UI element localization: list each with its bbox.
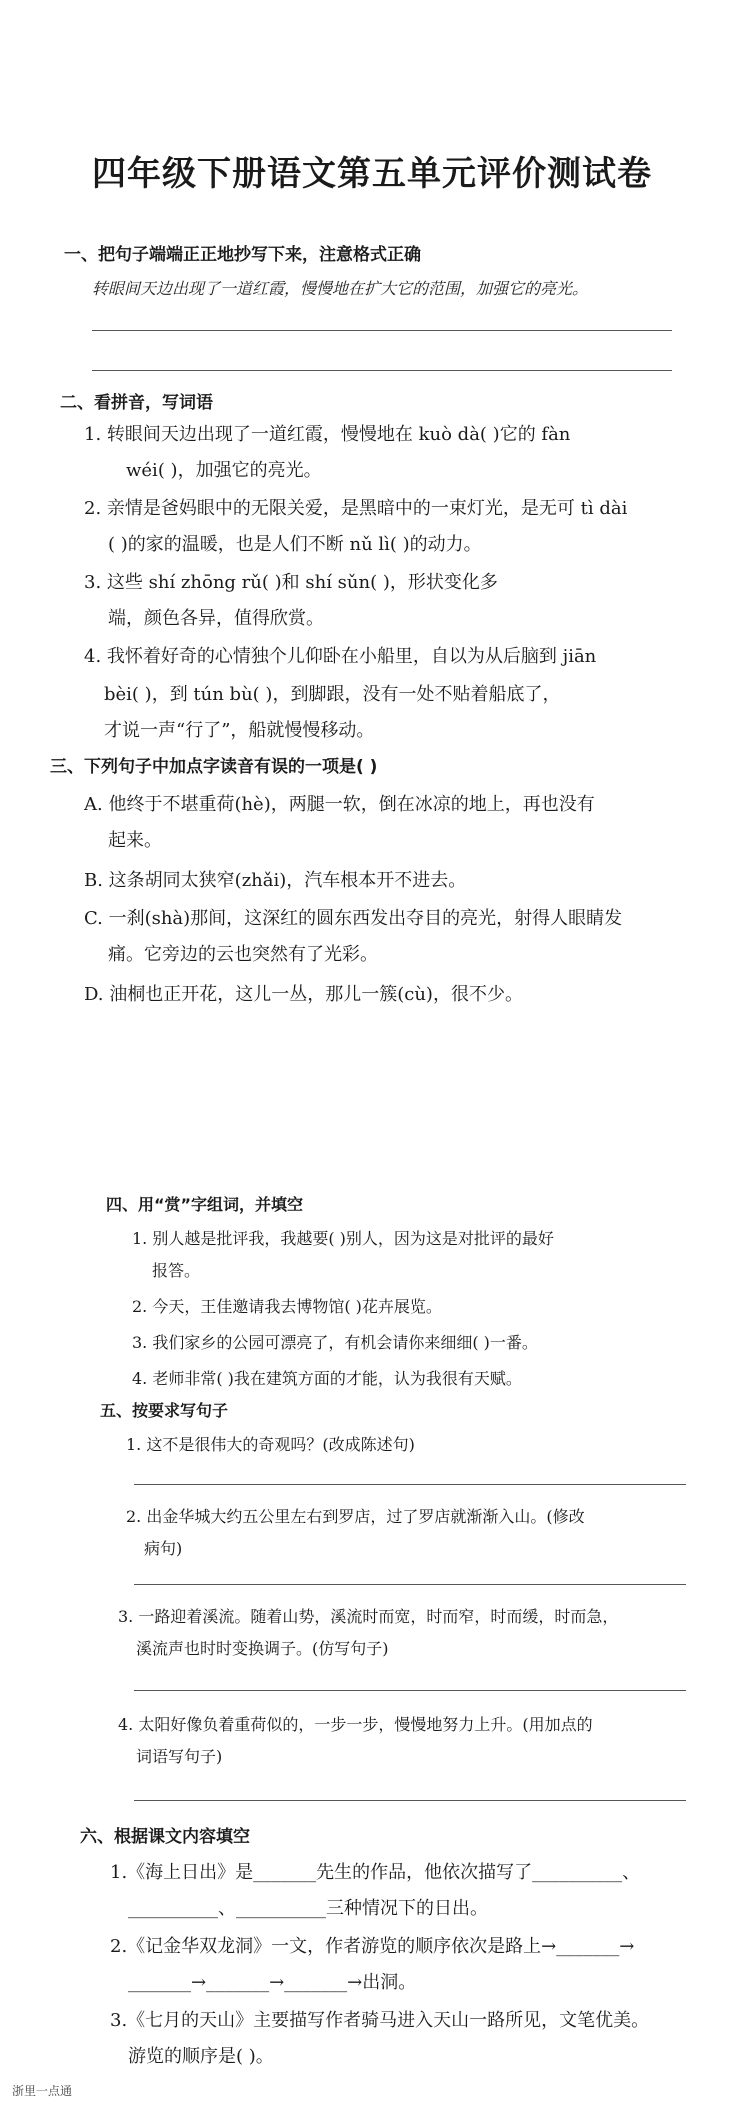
option-d: D. 油桐也正开花，这儿一丛，那儿一簇(cù)，很不少。: [84, 984, 523, 1005]
q6-1-line-a: 1.《海上日出》是_______先生的作品，他依次描写了__________、: [110, 1862, 641, 1883]
q2-3-line-b: 端，颜色各异，值得欣赏。: [108, 608, 324, 629]
q2-4-line-a: 4. 我怀着好奇的心情独个儿仰卧在小船里，自以为从后脑到 jiān: [84, 646, 597, 667]
answer-line[interactable]: [134, 1484, 686, 1485]
q5-4-line-b: 词语写句子): [136, 1747, 223, 1766]
footer-watermark: 浙里一点通: [12, 2084, 73, 2098]
q4-4: 4. 老师非常( )我在建筑方面的才能，认为我很有天赋。: [132, 1369, 522, 1388]
answer-line[interactable]: [134, 1584, 686, 1585]
q5-3-line-b: 溪流声也时时变换调子。(仿写句子): [136, 1639, 389, 1658]
q2-1-line-b: wéi( )，加强它的亮光。: [126, 460, 322, 481]
option-b: B. 这条胡同太狭窄(zhǎi)，汽车根本开不进去。: [84, 870, 467, 891]
q6-2-line-a: 2.《记金华双龙洞》一文，作者游览的顺序依次是路上→_______→: [110, 1936, 635, 1957]
q4-1-line-a: 1. 别人越是批评我，我越要( )别人，因为这是对批评的最好: [132, 1229, 554, 1248]
section-5-heading: 五、按要求写句子: [100, 1401, 229, 1420]
q5-4-line-a: 4. 太阳好像负着重荷似的，一步一步，慢慢地努力上升。(用加点的: [118, 1715, 593, 1734]
q2-3-line-a: 3. 这些 shí zhōng rǔ( )和 shí sǔn( )，形状变化多: [84, 572, 498, 593]
q6-3-line-b: 游览的顺序是( )。: [128, 2046, 274, 2067]
q4-1-line-b: 报答。: [152, 1261, 201, 1280]
page-title: 四年级下册语文第五单元评价测试卷: [92, 154, 652, 194]
q2-1-line-a: 1. 转眼间天边出现了一道红霞，慢慢地在 kuò dà( )它的 fàn: [84, 424, 571, 445]
answer-line[interactable]: [134, 1800, 686, 1801]
option-c-line-a: C. 一刹(shà)那间，这深红的圆东西发出夺目的亮光，射得人眼睛发: [84, 908, 623, 929]
q6-2-line-b: _______→_______→_______→出洞。: [128, 1972, 417, 1993]
q2-4-line-b: bèi( )，到 tún bù( )，到脚跟，没有一处不贴着船底了，: [104, 684, 561, 705]
q2-4-line-c: 才说一声“行了”，船就慢慢移动。: [104, 720, 375, 741]
q5-2-line-a: 2. 出金华城大约五公里左右到罗店，过了罗店就渐渐入山。(修改: [126, 1507, 585, 1526]
answer-line[interactable]: [92, 370, 672, 371]
section-2-heading: 二、看拼音，写词语: [60, 393, 213, 413]
option-a-line-b: 起来。: [108, 830, 162, 851]
q5-2-line-b: 病句): [144, 1539, 183, 1558]
q5-3-line-a: 3. 一路迎着溪流。随着山势，溪流时而宽，时而窄，时而缓，时而急，: [118, 1607, 619, 1626]
copy-sentence: 转眼间天边出现了一道红霞，慢慢地在扩大它的范围，加强它的亮光。: [92, 279, 589, 298]
section-6-heading: 六、根据课文内容填空: [80, 1827, 250, 1847]
q6-3-line-a: 3.《七月的天山》主要描写作者骑马进入天山一路所见，文笔优美。: [110, 2010, 650, 2031]
q2-2-line-b: ( )的家的温暖，也是人们不断 nǔ lì( )的动力。: [108, 534, 482, 555]
q2-2-line-a: 2. 亲情是爸妈眼中的无限关爱，是黑暗中的一束灯光，是无可 tì dài: [84, 498, 628, 519]
q5-1: 1. 这不是很伟大的奇观吗？(改成陈述句): [126, 1435, 415, 1454]
option-a-line-a: A. 他终于不堪重荷(hè)，两腿一软，倒在冰凉的地上，再也没有: [84, 794, 595, 815]
q6-1-line-b: __________、__________三种情况下的日出。: [128, 1898, 488, 1919]
q4-3: 3. 我们家乡的公园可漂亮了，有机会请你来细细( )一番。: [132, 1333, 538, 1352]
q4-2: 2. 今天，王佳邀请我去博物馆( )花卉展览。: [132, 1297, 442, 1316]
section-3-heading: 三、下列句子中加点字读音有误的一项是( ): [50, 757, 378, 777]
answer-line[interactable]: [134, 1690, 686, 1691]
option-c-line-b: 痛。它旁边的云也突然有了光彩。: [108, 944, 378, 965]
section-1-heading: 一、把句子端端正正地抄写下来，注意格式正确: [64, 245, 421, 265]
section-4-heading: 四、用“赏”字组词，并填空: [106, 1195, 304, 1214]
answer-line[interactable]: [92, 330, 672, 331]
